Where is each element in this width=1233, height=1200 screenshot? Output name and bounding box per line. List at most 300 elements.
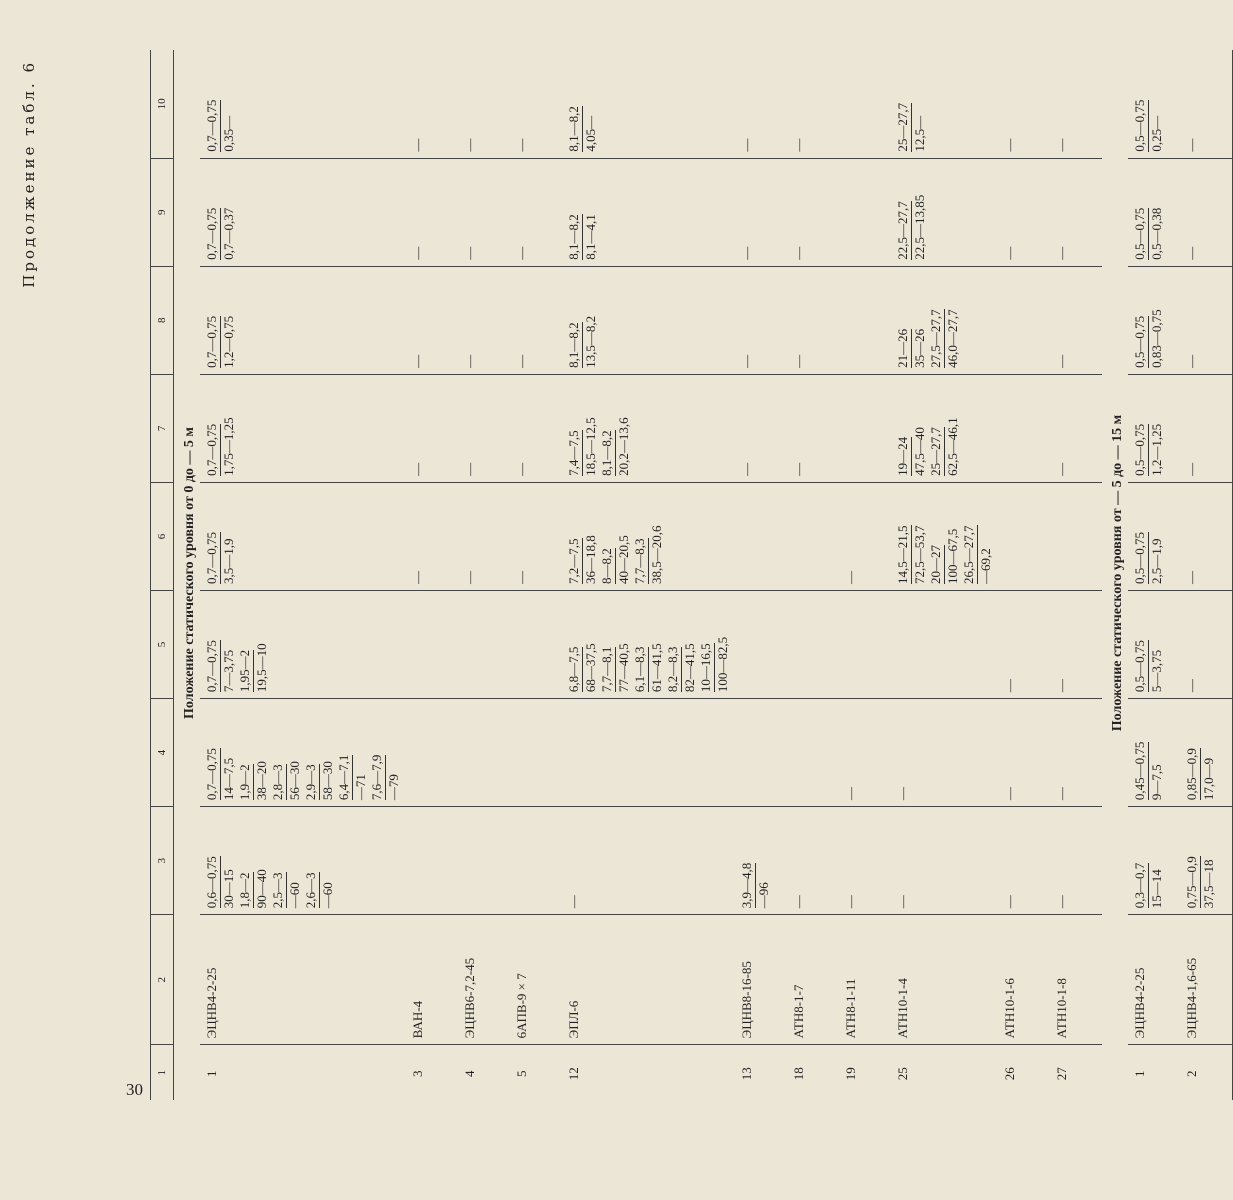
cell-value: — (739, 462, 754, 476)
cell-value: 77—40,5 (616, 643, 631, 693)
value-cell (510, 266, 562, 374)
cell-value: — (843, 895, 858, 909)
value-cell (1050, 590, 1102, 698)
cell-value: — (1002, 787, 1017, 801)
cell-value: 25—27,7 (895, 102, 910, 152)
cell-value: — (410, 246, 425, 260)
value-cell (891, 50, 998, 158)
cell-value: 22,5—13,85 (912, 194, 927, 260)
value-cell (200, 590, 406, 698)
cell-value: — (791, 246, 806, 260)
row-number: 12 (566, 1067, 581, 1081)
cell-value: 30—15 (221, 869, 236, 909)
cell-value: 8,1—8,2 (566, 214, 581, 260)
value-cell (458, 482, 510, 590)
cell-value: 19,5—10 (254, 643, 269, 693)
cell-value: 47,5—40 (912, 427, 927, 476)
cell-value: 6,1—8,3 (632, 646, 647, 693)
value-cell (839, 482, 891, 590)
cell-value: — (1054, 138, 1069, 152)
cell-value: 0,5—0,75 (1132, 315, 1147, 368)
cell-value: 18,5—12,5 (583, 417, 598, 476)
section-heading: Положение статического уровня от 0 до — 5 м (182, 427, 197, 719)
cell-value: 0,5—0,75 (1132, 423, 1147, 476)
value-cell (839, 266, 891, 374)
cell-value: 0,7—0,75 (204, 315, 219, 368)
value-cell (200, 482, 406, 590)
cell-value: 1,9—2 (237, 764, 252, 801)
column-header: 3 (151, 807, 174, 915)
cell-value: 0,3—0,7 (1132, 862, 1147, 909)
value-cell (735, 590, 787, 698)
cell-value: — (410, 570, 425, 584)
cell-value: 7—3,75 (221, 649, 236, 693)
value-cell (1180, 482, 1233, 590)
cell-value: — (895, 787, 910, 801)
cell-value: — (1054, 895, 1069, 909)
value-cell (998, 158, 1050, 266)
column-header: 4 (151, 699, 174, 807)
value-cell (458, 158, 510, 266)
value-cell (735, 50, 787, 158)
cell-value: — (791, 138, 806, 152)
table-row (787, 50, 839, 1100)
cell-value: 8,1—8,2 (599, 430, 614, 476)
table-row (1128, 50, 1180, 1100)
value-cell (406, 266, 458, 374)
cell-value: 8,1—8,2 (566, 106, 581, 152)
pump-model: ЭЦНВ8-16-85 (735, 915, 787, 1045)
column-header: 6 (151, 482, 174, 590)
value-cell (1128, 266, 1180, 374)
table-row (406, 50, 458, 1100)
cell-value: 61—41,5 (649, 643, 664, 693)
cell-value: — (1002, 895, 1017, 909)
cell-value: 2,5—3 (270, 872, 285, 909)
cell-value: 13,5—8,2 (583, 315, 598, 368)
value-cell (406, 50, 458, 158)
cell-value: — (1054, 246, 1069, 260)
cell-value: — (739, 354, 754, 368)
column-header: 7 (151, 374, 174, 482)
value-cell (891, 266, 998, 374)
cell-value: 8,1—4,1 (583, 214, 598, 260)
column-header: 2 (151, 915, 174, 1045)
column-header: 10 (151, 50, 174, 158)
value-cell (1128, 699, 1180, 807)
cell-value: 27,5—27,7 (928, 309, 943, 368)
cell-value: — (410, 462, 425, 476)
value-cell (458, 807, 510, 915)
cell-value: 5—3,75 (1149, 649, 1164, 693)
value-cell (562, 807, 735, 915)
value-cell (200, 807, 406, 915)
cell-value: 2,6—3 (303, 872, 318, 909)
cell-value: 19—24 (895, 436, 910, 476)
pump-model: ЭЦНВ4-2-25 (200, 915, 406, 1045)
cell-value: — (1184, 462, 1199, 476)
cell-value: — (462, 246, 477, 260)
value-cell (562, 158, 735, 266)
cell-value: — (514, 570, 529, 584)
value-cell (1050, 158, 1102, 266)
value-cell (510, 807, 562, 915)
cell-value: — (1054, 354, 1069, 368)
cell-value: 0,7—0,37 (221, 207, 236, 260)
cell-value: 3,5—1,9 (221, 538, 236, 584)
cell-value: 100—67,5 (945, 528, 960, 584)
table-body (174, 50, 1233, 1100)
page-number: 30 (126, 1080, 143, 1099)
cell-value: 0,35— (221, 115, 236, 152)
cell-value: 0,5—0,75 (1132, 531, 1147, 584)
cell-value: 9—7,5 (1149, 764, 1164, 801)
cell-value: 17,0—9 (1201, 757, 1216, 801)
value-cell (1180, 158, 1233, 266)
value-cell (406, 590, 458, 698)
cell-value: 62,5—46,1 (945, 417, 960, 476)
cell-value: — (1002, 246, 1017, 260)
cell-value: —71 (353, 774, 368, 801)
pump-model: ЭЦНВ6-7,2-45 (458, 915, 510, 1045)
value-cell (787, 374, 839, 482)
value-cell (787, 50, 839, 158)
cell-value: 82—41,5 (682, 643, 697, 693)
cell-value: — (843, 787, 858, 801)
cell-value: 0,75—0,9 (1184, 856, 1199, 909)
cell-value: 4,05— (583, 115, 598, 152)
value-cell (839, 158, 891, 266)
cell-value: — (791, 895, 806, 909)
value-cell (735, 482, 787, 590)
pump-model: 6АПВ-9 × 7 (510, 915, 562, 1045)
cell-value: — (739, 246, 754, 260)
value-cell (562, 266, 735, 374)
table-row (1180, 50, 1233, 1100)
cell-value: — (410, 138, 425, 152)
value-cell (998, 699, 1050, 807)
value-cell (1128, 50, 1180, 158)
cell-value: — (566, 895, 581, 909)
pump-table (150, 50, 1233, 1100)
value-cell (510, 374, 562, 482)
cell-value: 100—82,5 (715, 636, 730, 693)
cell-value: 40—20,5 (616, 535, 631, 584)
cell-value: 8,2—8,3 (665, 646, 680, 693)
value-cell (1128, 158, 1180, 266)
cell-value: 0,6—0,75 (204, 856, 219, 909)
cell-value: 7,7—8,1 (599, 646, 614, 693)
value-cell (839, 590, 891, 698)
cell-value: 38,5—20,6 (649, 525, 664, 584)
row-number: 1 (1132, 1070, 1147, 1077)
cell-value: 0,7—0,75 (204, 207, 219, 260)
value-cell (562, 50, 735, 158)
cell-value: 22,5—27,7 (895, 201, 910, 260)
table-row (839, 50, 891, 1100)
cell-value: 0,5—0,75 (1132, 640, 1147, 693)
table-row (562, 50, 735, 1100)
pump-model: ЭЦНВ4-2-25 (1128, 915, 1180, 1045)
table-row (458, 50, 510, 1100)
cell-value: 0,7—0,75 (204, 748, 219, 801)
cell-value: 46,0—27,7 (945, 309, 960, 368)
cell-value: — (1184, 354, 1199, 368)
table-row (200, 50, 406, 1100)
cell-value: —60 (287, 882, 302, 909)
value-cell (1050, 699, 1102, 807)
value-cell (406, 158, 458, 266)
section-heading-row (174, 50, 201, 1100)
cell-value: 0,7—0,75 (204, 531, 219, 584)
value-cell (891, 158, 998, 266)
cell-value: — (1184, 138, 1199, 152)
value-cell (735, 266, 787, 374)
cell-value: 15—14 (1149, 869, 1164, 909)
cell-value: — (462, 462, 477, 476)
cell-value: 1,2—1,25 (1149, 423, 1164, 476)
row-number: 1 (204, 1070, 219, 1077)
cell-value: — (1054, 462, 1069, 476)
cell-value: 7,7—8,3 (632, 538, 647, 584)
value-cell (1050, 266, 1102, 374)
cell-value: 38—20 (254, 761, 269, 801)
cell-value: 7,2—7,5 (566, 538, 581, 584)
cell-value: — (462, 570, 477, 584)
cell-value: 58—30 (320, 761, 335, 801)
cell-value: 26,5—27,7 (961, 525, 976, 584)
cell-value: 12,5— (912, 115, 927, 152)
value-cell (735, 699, 787, 807)
cell-value: 37,5—18 (1201, 859, 1216, 909)
cell-value: 25—27,7 (928, 427, 943, 476)
table-row (891, 50, 998, 1100)
value-cell (200, 158, 406, 266)
value-cell (1180, 374, 1233, 482)
value-cell (891, 807, 998, 915)
pump-model: АТН8-1-7 (787, 915, 839, 1045)
value-cell (1050, 482, 1102, 590)
cell-value: —60 (320, 882, 335, 909)
value-cell (1180, 266, 1233, 374)
cell-value: — (514, 246, 529, 260)
value-cell (998, 482, 1050, 590)
cell-value: — (1054, 787, 1069, 801)
cell-value: — (1002, 679, 1017, 693)
value-cell (1180, 807, 1233, 915)
value-cell (839, 50, 891, 158)
cell-value: 2,9—3 (303, 764, 318, 801)
pump-model: АТН8-1-11 (839, 915, 891, 1045)
value-cell (787, 266, 839, 374)
value-cell (510, 50, 562, 158)
cell-value: — (410, 354, 425, 368)
value-cell (562, 699, 735, 807)
row-number: 3 (410, 1070, 425, 1077)
table-row (998, 50, 1050, 1100)
value-cell (1180, 590, 1233, 698)
column-header: 5 (151, 590, 174, 698)
value-cell (458, 374, 510, 482)
cell-value: —79 (386, 774, 401, 801)
cell-value: 6,8—7,5 (566, 646, 581, 693)
pump-model: ЭЦНВ4-1,6-65 (1180, 915, 1233, 1045)
value-cell (735, 158, 787, 266)
row-number: 26 (1002, 1067, 1017, 1081)
pump-model: ЭПЛ-6 (562, 915, 735, 1045)
cell-value: 6,4—7,1 (336, 754, 351, 801)
value-cell (787, 482, 839, 590)
value-cell (787, 699, 839, 807)
cell-value: 1,2—0,75 (221, 315, 236, 368)
cell-value: 2,8—3 (270, 764, 285, 801)
cell-value: 0,7—0,75 (204, 99, 219, 152)
cell-value: 20,2—13,6 (616, 417, 631, 476)
cell-value: 21—26 (895, 328, 910, 368)
cell-value: 20—27 (928, 544, 943, 584)
cell-value: 0,85—0,9 (1184, 748, 1199, 801)
value-cell (458, 590, 510, 698)
cell-value: 68—37,5 (583, 643, 598, 693)
value-cell (891, 590, 998, 698)
value-cell (891, 699, 998, 807)
row-number: 13 (739, 1067, 754, 1081)
value-cell (735, 807, 787, 915)
cell-value: — (895, 895, 910, 909)
value-cell (1180, 50, 1233, 158)
value-cell (998, 374, 1050, 482)
table-row (510, 50, 562, 1100)
cell-value: 14—7,5 (221, 757, 236, 801)
cell-value: — (1184, 679, 1199, 693)
cell-value: — (739, 138, 754, 152)
value-cell (562, 590, 735, 698)
header-row (151, 50, 174, 1100)
value-cell (200, 699, 406, 807)
cell-value: — (791, 462, 806, 476)
value-cell (510, 699, 562, 807)
pump-model: ВАН-4 (406, 915, 458, 1045)
cell-value: 1,8—2 (237, 872, 252, 909)
cell-value: 35—26 (912, 328, 927, 368)
row-number: 5 (514, 1070, 529, 1077)
value-cell (510, 590, 562, 698)
row-number: 27 (1054, 1067, 1069, 1081)
cell-value: — (514, 354, 529, 368)
value-cell (839, 807, 891, 915)
table-caption: Продолжение табл. 6 (20, 60, 38, 288)
cell-value: 56—30 (287, 761, 302, 801)
row-number: 18 (791, 1067, 806, 1081)
cell-value: 10—16,5 (698, 643, 713, 693)
value-cell (562, 482, 735, 590)
value-cell (510, 482, 562, 590)
value-cell (562, 374, 735, 482)
cell-value: 2,5—1,9 (1149, 538, 1164, 584)
value-cell (1128, 482, 1180, 590)
value-cell (998, 807, 1050, 915)
value-cell (510, 158, 562, 266)
cell-value: 0,45—0,75 (1132, 741, 1147, 801)
value-cell (1050, 374, 1102, 482)
value-cell (406, 374, 458, 482)
cell-value: 0,5—0,75 (1132, 99, 1147, 152)
cell-value: — (843, 570, 858, 584)
row-number: 4 (462, 1070, 477, 1077)
pump-model: АТН10-1-8 (1050, 915, 1102, 1045)
value-cell (891, 482, 998, 590)
cell-value: — (791, 354, 806, 368)
value-cell (458, 699, 510, 807)
rotated-table-block (20, 50, 1216, 1100)
cell-value: —69,2 (978, 548, 993, 584)
cell-value: —96 (756, 882, 771, 909)
value-cell (406, 482, 458, 590)
value-cell (1050, 807, 1102, 915)
value-cell (787, 158, 839, 266)
cell-value: 0,7—0,75 (204, 423, 219, 476)
cell-value: — (1184, 246, 1199, 260)
cell-value: 36—18,8 (583, 535, 598, 584)
value-cell (200, 374, 406, 482)
cell-value: — (462, 138, 477, 152)
pump-model: АТН10-1-4 (891, 915, 998, 1045)
column-header: 8 (151, 266, 174, 374)
row-number: 19 (843, 1067, 858, 1081)
cell-value: 7,4—7,5 (566, 430, 581, 476)
value-cell (891, 374, 998, 482)
cell-value: 1,95—2 (237, 649, 252, 693)
value-cell (735, 374, 787, 482)
cell-value: 0,5—0,38 (1149, 207, 1164, 260)
value-cell (998, 266, 1050, 374)
cell-value: 1,75—1,25 (221, 417, 236, 476)
value-cell (1180, 699, 1233, 807)
value-cell (200, 266, 406, 374)
section-heading: Положение статического уровня от — 5 до — 15 м (1110, 414, 1125, 732)
cell-value: — (1054, 679, 1069, 693)
cell-value: 90—40 (254, 869, 269, 909)
value-cell (998, 50, 1050, 158)
cell-value: 72,5—53,7 (912, 525, 927, 584)
column-header: 9 (151, 158, 174, 266)
row-number: 2 (1180, 1045, 1233, 1100)
value-cell (458, 266, 510, 374)
cell-value: 8—8,2 (599, 548, 614, 584)
cell-value: 7,6—7,9 (369, 754, 384, 801)
cell-value: 8,1—8,2 (566, 322, 581, 368)
value-cell (1128, 807, 1180, 915)
row-number: 25 (895, 1067, 910, 1081)
value-cell (1128, 374, 1180, 482)
value-cell (787, 807, 839, 915)
cell-value: — (462, 354, 477, 368)
cell-value: 0,25— (1149, 115, 1164, 152)
column-header: 1 (151, 1045, 174, 1100)
cell-value: — (1002, 138, 1017, 152)
value-cell (787, 590, 839, 698)
cell-value: — (514, 462, 529, 476)
value-cell (458, 50, 510, 158)
cell-value: 14,5—21,5 (895, 525, 910, 584)
value-cell (1050, 50, 1102, 158)
cell-value: — (1184, 570, 1199, 584)
table-row (735, 50, 787, 1100)
cell-value: — (514, 138, 529, 152)
cell-value: 0,5—0,75 (1132, 207, 1147, 260)
cell-value: 3,9—4,8 (739, 862, 754, 909)
table-row (1050, 50, 1102, 1100)
